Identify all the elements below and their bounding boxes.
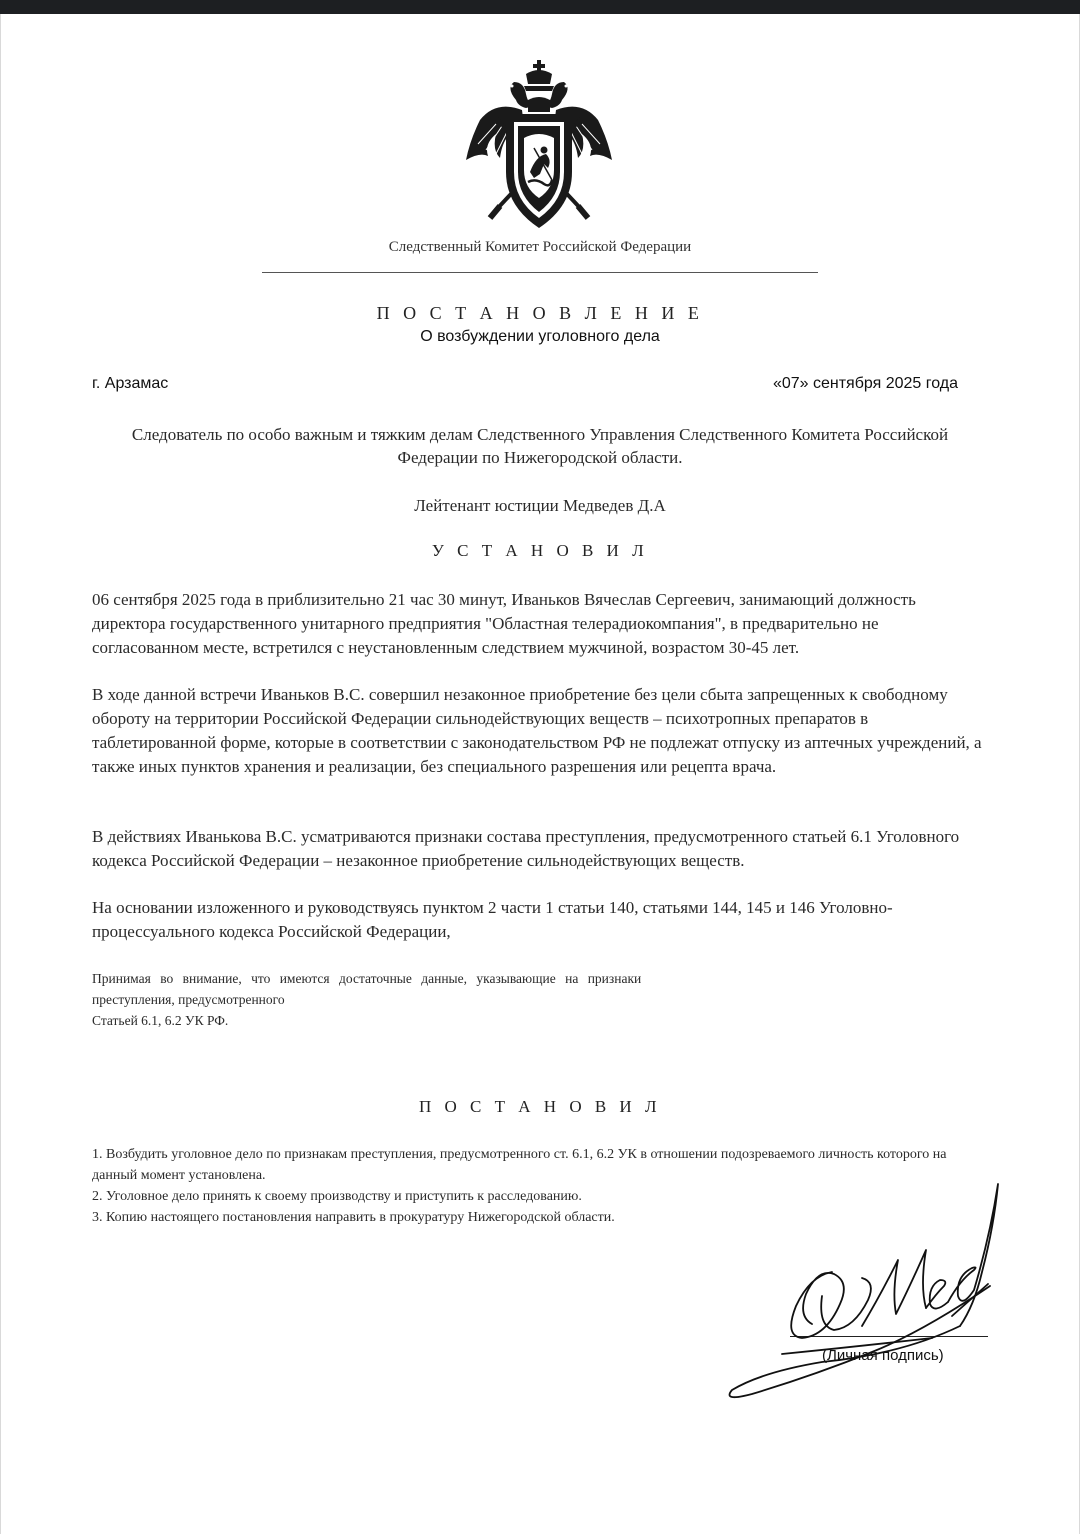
considering-line: Принимая во внимание, что имеются достаточные данные, указывающие на признаки — [92, 971, 642, 986]
resolved-heading: П О С Т А Н О В И Л — [418, 1097, 661, 1116]
investigator-position-line: Следователь по особо важным и тяжким делам Следственного Управления Следственного Комитета Российской — [131, 425, 949, 444]
document-city: г. Арзамас — [92, 375, 169, 392]
signature-caption: (Личная подпись) — [822, 1347, 944, 1364]
body-paragraph: В действиях Иванькова В.С. усматриваются признаки состава преступления, предусмотренного статьей 6.1 Уголовного кодекса Российской Федерации – незаконное приобретение сильнодействующих веществ. — [92, 827, 960, 870]
document-date: «07» сентября 2025 года — [772, 375, 958, 392]
investigator-position — [90, 423, 990, 469]
document-subtitle: О возбуждении уголовного дела — [420, 328, 660, 345]
decision-item: 3. Копию настоящего постановления направить в прокуратуру Нижегородской области. — [92, 1210, 615, 1225]
header-divider — [262, 272, 818, 273]
considering-line: преступления, предусмотренного — [92, 992, 285, 1007]
considering-line: Статьей 6.1, 6.2 УК РФ. — [92, 1013, 229, 1028]
top-bar — [0, 0, 1080, 14]
established-heading: У С Т А Н О В И Л — [431, 541, 649, 560]
organization-name: Следственный Комитет Российской Федерации — [388, 239, 692, 255]
decision-item: 2. Уголовное дело принять к своему производству и приступить к расследованию. — [92, 1189, 582, 1204]
investigator-name: Лейтенант юстиции Медведев Д.А — [414, 496, 666, 515]
considering-block — [92, 968, 641, 1031]
investigator-position-line: Федерации по Нижегородской области. — [397, 448, 683, 467]
decision-item: 1. Возбудить уголовное дело по признакам преступления, предусмотренного ст. 6.1, 6.2 УК в отношении подозреваемого личность которого на данный момент установлена. — [92, 1147, 947, 1183]
handwritten-signature — [722, 1176, 1012, 1404]
body-paragraph: В ходе данной встречи Иваньков В.С. совершил незаконное приобретение без цели сбыта запрещенных к свободному обороту на территории Российской Федерации сильнодействующих веществ – психотропных препаратов в таблетированной форме, которые в соответствии с законодательством РФ не подлежат отпуску из аптечных учреждений, а также иных пунктов хранения и реализации, без специального разрешения или рецепта врача. — [92, 685, 982, 776]
document-title: П О С Т А Н О В Л Е Н И Е — [376, 303, 704, 323]
investigative-committee-emblem-icon — [466, 60, 612, 236]
body-paragraph: 06 сентября 2025 года в приблизительно 21 час 30 минут, Иваньков Вячеслав Сергеевич, занимающий должность директора государственного унитарного предприятия "Областная телерадиокомпания", в предварительно не согласованном месте, встретился с неустановленным следствием мужчиной, возрастом 30-45 лет. — [92, 590, 916, 657]
body-paragraph: На основании изложенного и руководствуясь пунктом 2 части 1 статьи 140, статьями 144, 145 и 146 Уголовно-процессуального кодекса Российской Федерации, — [92, 898, 893, 941]
